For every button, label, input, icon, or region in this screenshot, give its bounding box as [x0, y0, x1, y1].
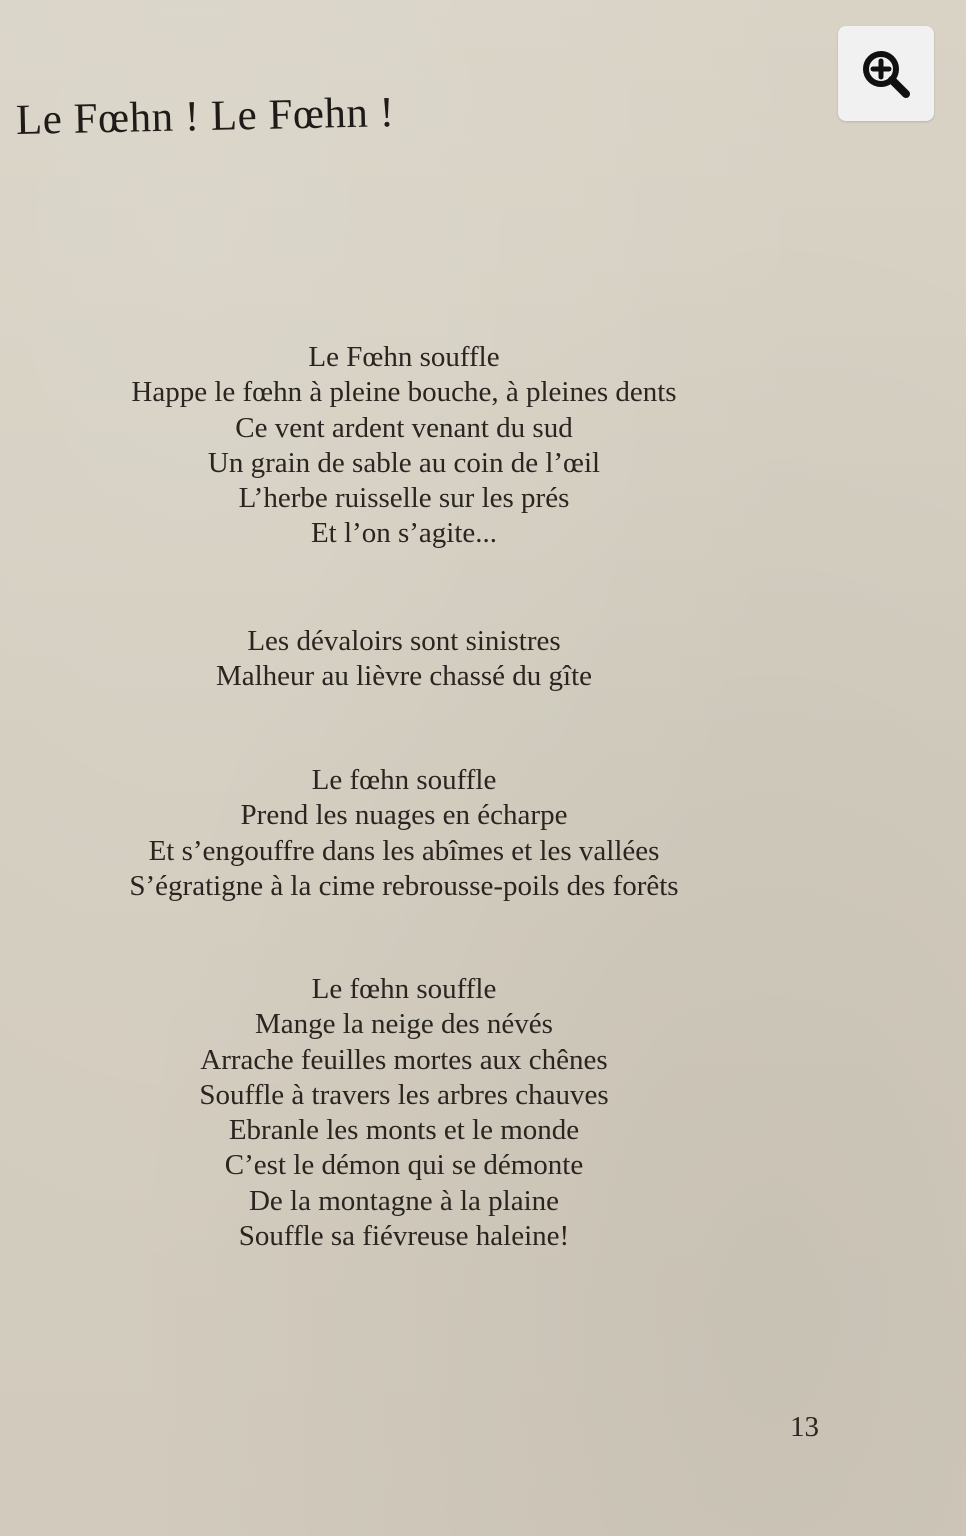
poem-line: Et l’on s’agite... [310, 517, 498, 550]
poem-line: Le Fœhn souffle [308, 341, 500, 373]
poem-line: Le fœhn souffle [311, 764, 497, 796]
poem-line: Et s’engouffre dans les abîmes et les vallées [148, 834, 660, 867]
poem-line: Happe le fœhn à pleine bouche, à pleines dents [131, 376, 677, 409]
page-number: 13 [790, 1411, 819, 1443]
page-title: Le Fœhn ! Le Fœhn ! [15, 89, 395, 144]
poem-line: C’est le démon qui se démonte [224, 1149, 584, 1182]
poem-line: Prend les nuages en écharpe [240, 799, 568, 832]
poem-line: Arrache feuilles mortes aux chênes [200, 1043, 608, 1076]
stanza-2 [40, 624, 768, 695]
stanza-1 [40, 340, 768, 552]
stanza-3 [40, 763, 768, 904]
poem-line: Souffle sa fiévreuse haleine! [238, 1220, 570, 1253]
poem-line: Malheur au lièvre chassé du gîte [215, 660, 593, 693]
stanza-4 [40, 972, 768, 1254]
zoom-in-icon [860, 48, 912, 100]
poem-line: L’herbe ruisselle sur les prés [238, 482, 570, 515]
zoom-in-button[interactable] [838, 26, 934, 121]
poem-line: Un grain de sable au coin de l’œil [207, 446, 601, 479]
poem-line: S’égratigne à la cime rebrousse-poils des forêts [129, 869, 679, 902]
poem-line: Ce vent ardent venant du sud [235, 411, 573, 444]
poem-line: Souffle à travers les arbres chauves [199, 1078, 609, 1111]
poem-line: Les dévaloirs sont sinistres [247, 625, 561, 657]
poem-line: Le fœhn souffle [311, 973, 497, 1005]
poem-line: Mange la neige des névés [255, 1008, 553, 1041]
poem-line: Ebranle les monts et le monde [228, 1114, 580, 1147]
poem-line: De la montagne à la plaine [248, 1184, 559, 1217]
